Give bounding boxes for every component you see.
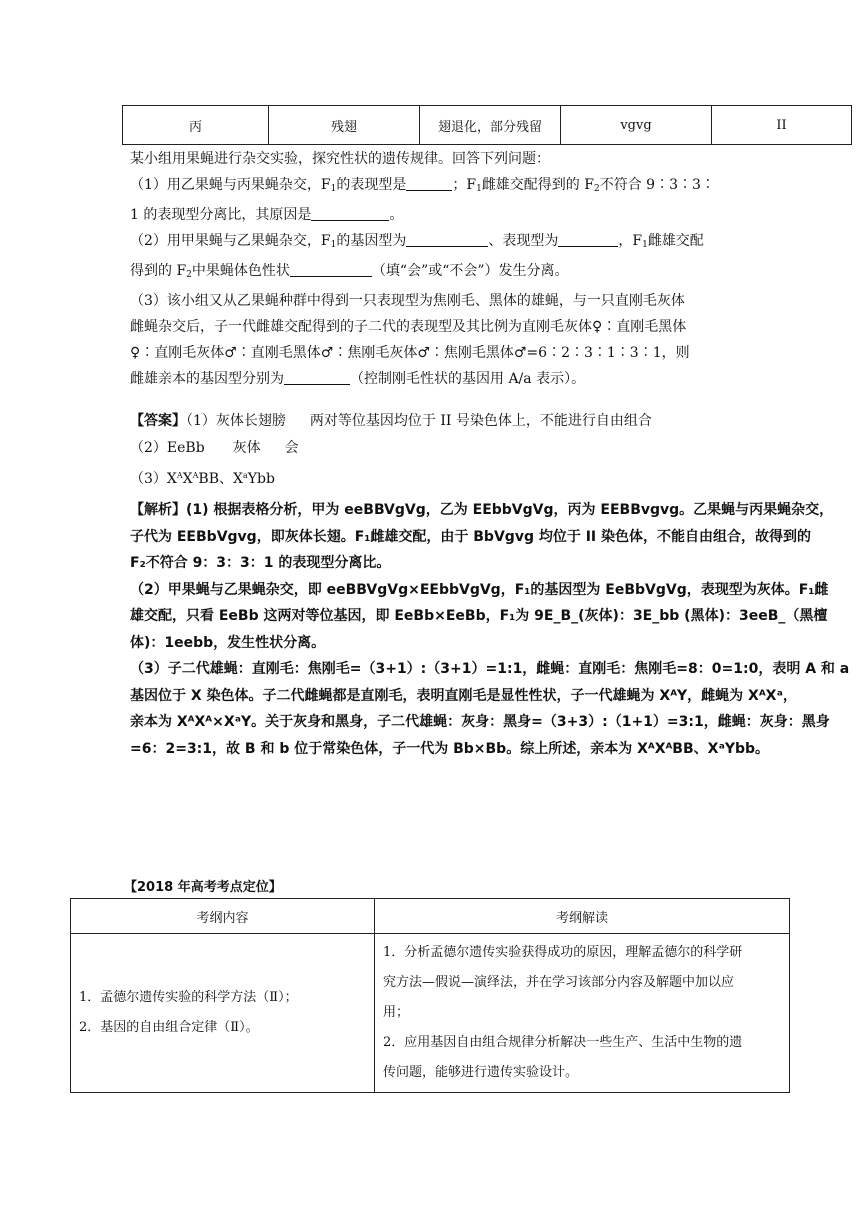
column-header: 考纲解读 [375, 899, 790, 934]
analysis-line: （2）甲果蝇与乙果蝇杂交，即 eeBBVgVg×EEbbVgVg，F₁的基因型为 EeBbVgVg，表现型为灰体。F₁雌 [130, 581, 829, 598]
interpretation-line: 2．应用基因自由组合规律分析解决一些生产、生活中生物的遗 [383, 1035, 743, 1050]
question-2-line-2 [130, 258, 810, 288]
question-3-line-1: （3）该小组又从乙果蝇种群中得到一只表现型为焦刚毛、黑体的雄蝇，与一只直刚毛灰体 [130, 293, 685, 309]
answer-text: 两对等位基因均位于 II 号染色体上，不能进行自由组合 [309, 413, 652, 429]
analysis-line: （3）子二代雄蝇：直刚毛：焦刚毛=（3+1）:（3+1）=1:1，雌蝇：直刚毛：焦刚毛=8：0=1:0，表明 A 和 a [130, 661, 850, 677]
table-cell: 翅退化，部分残留 [420, 106, 561, 145]
table-cell: 残翅 [269, 106, 420, 145]
answer-line-2 [130, 435, 820, 462]
interpretation-line: 究方法—假说—演绎法，并在学习该部分内容及解题中加以应 [383, 975, 735, 990]
answer-text: 会 [284, 440, 299, 456]
analysis-line: =6：2=3:1，故 B 和 b 位于常染色体，子一代为 Bb×Bb。综上所述，亲本为 XᴬXᴬBB、XᵃYbb。 [130, 740, 770, 757]
answer-text: （1）灰体长翅膀 [186, 413, 286, 429]
subscript: 1 [330, 184, 337, 194]
outline-content-cell [71, 934, 375, 1093]
answer-blank [406, 232, 488, 247]
analysis-line: 雄交配，只看 EeBb 这两对等位基因，即 EeBb×EeBb，F₁为 9E_B_(灰体)：3E_bb (黑体)：3eeB_（黑檀 [130, 608, 828, 624]
interpretation-line: 用； [383, 1005, 410, 1020]
q1-text: 不符合 9∶3∶3∶ [599, 177, 715, 193]
question-intro: 某小组用果蝇进行杂交实验，探究性状的遗传规律。回答下列问题： [130, 151, 550, 167]
q3-text: （控制刚毛性状的基因用 A/a 表示）。 [350, 371, 586, 387]
answer-text: Ybb [247, 471, 275, 487]
q1-text: 。 [389, 207, 404, 223]
q2-text: （填“会”或“不会”）发生分离。 [371, 263, 569, 279]
table-row [123, 106, 852, 145]
subscript: 1 [476, 184, 482, 194]
q2-text: 、表现型为 [488, 233, 559, 249]
question-3-line-2: 雌蝇杂交后，子一代雌雄交配得到的子二代的表现型及其比例为直刚毛灰体♀∶直刚毛黑体 [130, 319, 687, 335]
analysis-line [130, 497, 834, 524]
analysis-line: 基因位于 X 染色体。子二代雌蝇都是直刚毛，表明直刚毛是显性性状，子一代雄蝇为 XᴬY，雌蝇为 XᴬXᵃ， [130, 687, 797, 704]
outline-item: 2．基因的自由组合定律（Ⅱ）。 [79, 1020, 259, 1035]
answer-text: X [182, 471, 193, 487]
table-cell: 丙 [123, 106, 269, 145]
analysis-line: 体)：1eebb，发生性状分离。 [130, 634, 326, 651]
subscript: 1 [642, 240, 648, 250]
superscript: A [192, 471, 199, 480]
answer-text: （2）EeBb [130, 440, 205, 456]
subscript: 2 [593, 184, 600, 194]
analysis-line: 子代为 EEBbVgvg，即灰体长翅。F₁雌雄交配，由于 BbVgvg 均位于 II 染色体，不能自由组合，故得到的 [130, 528, 812, 545]
table-cell: vgvg [561, 106, 712, 145]
q2-text: 中果蝇体色性状 [191, 263, 290, 279]
analysis-line: F₂不符合 9：3：3：1 的表现型分离比。 [130, 555, 391, 571]
answer-block [130, 408, 820, 493]
answer-line-1 [130, 408, 820, 435]
section-title: 【2018 年高考考点定位】 [124, 880, 282, 895]
superscript: A [176, 471, 183, 480]
q1-text: ；F [452, 177, 477, 193]
q2-text: ，F [618, 233, 643, 249]
question-3-line-3: ♀∶直刚毛灰体♂∶直刚毛黑体♂∶焦刚毛灰体♂∶焦刚毛黑体♂=6∶2∶3∶1∶3∶1，则 [130, 345, 690, 361]
answer-blank [284, 370, 350, 385]
subscript: 2 [186, 270, 192, 280]
q1-text: 1 的表现型分离比，其原因是 [130, 207, 312, 223]
answer-label: 【答案】 [130, 413, 186, 429]
question-block [130, 146, 810, 392]
answer-blank [290, 262, 372, 277]
genotype-table [122, 105, 852, 145]
answer-blank [311, 206, 389, 221]
question-3-line-4 [130, 366, 810, 392]
answer-blank [406, 176, 452, 191]
outline-item: 1．孟德尔遗传实验的科学方法（Ⅱ）； [79, 990, 298, 1005]
outline-interpretation-cell [375, 934, 790, 1093]
subscript: 1 [330, 240, 337, 250]
superscript: a [242, 471, 248, 480]
question-1-line-2 [130, 202, 810, 228]
analysis-text: (1) 根据表格分析，甲为 eeBBVgVg，乙为 EEbbVgVg，丙为 EEBBvgvg。乙果蝇与丙果蝇杂交， [186, 502, 834, 518]
answer-text: （3）X [130, 471, 177, 487]
q1-text: 雌雄交配得到的 F [481, 177, 594, 193]
q1-text: （1）用乙果蝇与丙果蝇杂交，F [130, 177, 331, 193]
table-cell: II [712, 106, 852, 145]
q2-text: 的基因型为 [336, 233, 407, 249]
analysis-label: 【解析】 [130, 502, 186, 518]
answer-text: 灰体 [232, 440, 261, 456]
q2-text: （2）用甲果蝇与乙果蝇杂交，F [130, 233, 331, 249]
table-header-row [71, 899, 790, 934]
table-row [71, 934, 790, 1093]
analysis-line: 亲本为 XᴬXᴬ×XᵃY。关于灰身和黑身，子二代雄蝇：灰身：黑身=（3+3）:（1+1）=3:1，雌蝇：灰身：黑身 [130, 714, 830, 730]
q2-text: 得到的 F [130, 263, 187, 279]
interpretation-line: 传问题，能够进行遗传实验设计。 [383, 1065, 579, 1080]
question-2-line-1 [130, 228, 810, 258]
q2-text: 雌雄交配 [647, 233, 704, 249]
analysis-block [130, 497, 850, 762]
exam-outline-table [70, 898, 790, 1093]
q1-text: 的表现型是 [336, 177, 407, 193]
answer-blank [558, 232, 618, 247]
answer-line-3 [130, 462, 820, 493]
column-header: 考纲内容 [71, 899, 375, 934]
q3-text: 雌雄亲本的基因型分别为 [130, 371, 284, 387]
answer-text: BB、X [198, 471, 243, 487]
interpretation-line: 1．分析孟德尔遗传实验获得成功的原因，理解孟德尔的科学研 [383, 945, 743, 960]
question-1-line-1 [130, 172, 810, 202]
